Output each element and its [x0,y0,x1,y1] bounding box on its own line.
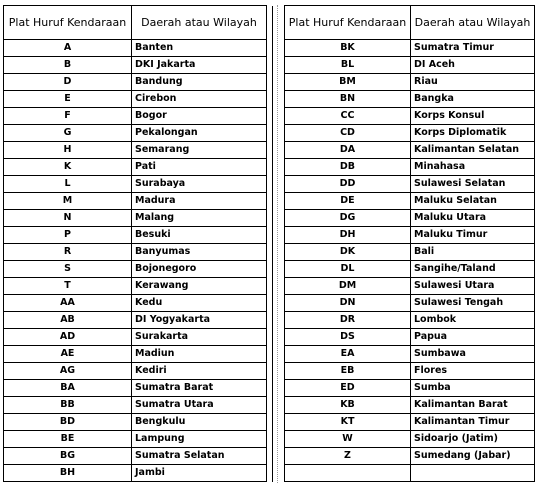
plate-code-cell: BN [285,91,411,108]
table-row [4,210,273,227]
plate-code-cell: AE [4,346,132,363]
gap-cell [267,261,273,278]
table-row [285,176,535,193]
gap-cell [267,346,273,363]
plate-code-cell: DL [285,261,411,278]
gap-cell [267,295,273,312]
region-cell: Cirebon [132,91,267,108]
region-cell: DI Yogyakarta [132,312,267,329]
plate-code-cell: K [4,159,132,176]
region-cell: Sumba [411,380,535,397]
region-cell: Pati [132,159,267,176]
plate-code-cell: H [4,142,132,159]
table-row [4,431,273,448]
table-row [4,329,273,346]
plate-table-left [3,5,273,482]
plate-code-cell: AA [4,295,132,312]
plate-code-cell: N [4,210,132,227]
plate-code-cell [285,465,411,482]
plate-code-cell: EA [285,346,411,363]
plate-code-cell: BA [4,380,132,397]
table-row [285,278,535,295]
region-cell: Sulawesi Tengah [411,295,535,312]
gap-cell [267,210,273,227]
plate-code-cell: L [4,176,132,193]
table-row [4,346,273,363]
plate-code-cell: G [4,125,132,142]
gap-cell [267,244,273,261]
table-row [4,74,273,91]
gap-cell [267,397,273,414]
plate-code-cell: DH [285,227,411,244]
table-row [4,142,273,159]
plate-code-cell: W [285,431,411,448]
gap-column [267,6,273,40]
gap-cell [267,176,273,193]
plate-code-cell: DR [285,312,411,329]
gap-cell [267,142,273,159]
plate-code-cell: T [4,278,132,295]
region-cell: Lampung [132,431,267,448]
table-row [4,125,273,142]
table-row [4,57,273,74]
gap-cell [267,448,273,465]
gap-cell [267,193,273,210]
plate-code-cell: DM [285,278,411,295]
table-row [4,465,273,482]
plate-code-cell: BE [4,431,132,448]
gap-cell [267,363,273,380]
region-column-header: Daerah atau Wilayah [411,6,535,40]
region-cell: Surakarta [132,329,267,346]
plate-column-header: Plat Huruf Kendaraan [4,6,132,40]
region-column-header: Daerah atau Wilayah [132,6,267,40]
plate-code-cell: F [4,108,132,125]
table-row [285,261,535,278]
plate-code-cell: Z [285,448,411,465]
plate-code-cell: DS [285,329,411,346]
region-cell: Bogor [132,108,267,125]
region-cell: Banyumas [132,244,267,261]
region-cell: Bali [411,244,535,261]
region-cell: Sidoarjo (Jatim) [411,431,535,448]
plate-code-cell: DG [285,210,411,227]
gap-cell [267,278,273,295]
table-row [4,227,273,244]
plate-code-cell: DN [285,295,411,312]
gap-cell [267,465,273,482]
region-cell: Sumatra Barat [132,380,267,397]
header-row [4,6,273,40]
table-row [4,448,273,465]
region-cell: Korps Diplomatik [411,125,535,142]
region-cell: Sulawesi Selatan [411,176,535,193]
region-cell: Jambi [132,465,267,482]
table-row [4,414,273,431]
table-row [285,125,535,142]
region-cell: Sumatra Timur [411,40,535,57]
column-divider [277,5,278,483]
region-cell: Surabaya [132,176,267,193]
plate-code-cell: EB [285,363,411,380]
region-cell: Kediri [132,363,267,380]
plate-code-cell: B [4,57,132,74]
gap-cell [267,329,273,346]
header-row [285,6,535,40]
table-row [4,261,273,278]
plate-code-cell: CD [285,125,411,142]
region-cell: Bengkulu [132,414,267,431]
gap-cell [267,414,273,431]
region-cell: Maluku Selatan [411,193,535,210]
region-cell: Madiun [132,346,267,363]
region-cell: Sangihe/Taland [411,261,535,278]
table-row [285,91,535,108]
table-row [4,380,273,397]
table-row [285,465,535,482]
table-row [285,159,535,176]
table-row [285,397,535,414]
region-cell: Banten [132,40,267,57]
region-cell: Besuki [132,227,267,244]
region-cell: Riau [411,74,535,91]
table-row [4,397,273,414]
table-row [4,159,273,176]
table-row [285,244,535,261]
gap-cell [267,312,273,329]
plate-code-cell: S [4,261,132,278]
region-cell: Sumatra Selatan [132,448,267,465]
region-cell: Maluku Utara [411,210,535,227]
table-row [4,295,273,312]
region-cell: Papua [411,329,535,346]
plate-column-header: Plat Huruf Kendaraan [285,6,411,40]
region-cell: Pekalongan [132,125,267,142]
plate-code-cell: M [4,193,132,210]
table-row [285,414,535,431]
plate-code-cell: E [4,91,132,108]
table-row [4,40,273,57]
plate-code-cell: D [4,74,132,91]
region-cell: Korps Konsul [411,108,535,125]
plate-code-cell: BH [4,465,132,482]
table-row [4,108,273,125]
region-cell: Kerawang [132,278,267,295]
gap-cell [267,380,273,397]
plate-code-cell: P [4,227,132,244]
plate-code-cell: AD [4,329,132,346]
region-cell: Malang [132,210,267,227]
plate-code-cell: DK [285,244,411,261]
table-row [4,193,273,210]
table-row [285,142,535,159]
table-row [4,176,273,193]
region-cell: Bangka [411,91,535,108]
table-row [285,346,535,363]
plate-code-cell: A [4,40,132,57]
region-cell: Kedu [132,295,267,312]
table-row [285,363,535,380]
plate-code-cell: DB [285,159,411,176]
region-cell: Semarang [132,142,267,159]
plate-code-cell: BB [4,397,132,414]
region-cell: Sulawesi Utara [411,278,535,295]
plate-code-cell: BL [285,57,411,74]
region-cell: DI Aceh [411,57,535,74]
plate-code-cell: AB [4,312,132,329]
plate-table-right [284,5,535,482]
table-row [285,448,535,465]
table-row [4,363,273,380]
region-cell: Kalimantan Timur [411,414,535,431]
plate-code-cell: ED [285,380,411,397]
region-cell: Bandung [132,74,267,91]
table-row [285,380,535,397]
plate-code-cell: DA [285,142,411,159]
gap-cell [267,159,273,176]
region-cell: Flores [411,363,535,380]
table-row [285,312,535,329]
table-row [4,278,273,295]
region-cell: Bojonegoro [132,261,267,278]
table-row [285,227,535,244]
table-row [285,57,535,74]
plate-code-cell: KT [285,414,411,431]
table-row [4,244,273,261]
gap-cell [267,227,273,244]
region-cell [411,465,535,482]
table-row [285,108,535,125]
table-row [285,431,535,448]
plate-code-cell: R [4,244,132,261]
plate-code-cell: BM [285,74,411,91]
region-cell: DKI Jakarta [132,57,267,74]
plate-code-cell: BK [285,40,411,57]
region-cell: Madura [132,193,267,210]
region-cell: Sumedang (Jabar) [411,448,535,465]
region-cell: Sumbawa [411,346,535,363]
gap-cell [267,91,273,108]
plate-code-cell: DE [285,193,411,210]
table-row [4,312,273,329]
gap-cell [267,108,273,125]
gap-cell [267,431,273,448]
table-row [285,329,535,346]
table-row [285,210,535,227]
table-row [4,91,273,108]
gap-cell [267,125,273,142]
table-row [285,295,535,312]
plate-code-cell: CC [285,108,411,125]
region-cell: Lombok [411,312,535,329]
region-cell: Maluku Timur [411,227,535,244]
plate-code-cell: BD [4,414,132,431]
gap-cell [267,74,273,91]
plate-code-cell: DD [285,176,411,193]
gap-cell [267,40,273,57]
table-row [285,40,535,57]
plate-code-cell: KB [285,397,411,414]
region-cell: Kalimantan Barat [411,397,535,414]
plate-code-cell: BG [4,448,132,465]
table-row [285,193,535,210]
table-row [285,74,535,91]
region-cell: Kalimantan Selatan [411,142,535,159]
region-cell: Sumatra Utara [132,397,267,414]
gap-cell [267,57,273,74]
region-cell: Minahasa [411,159,535,176]
plate-code-cell: AG [4,363,132,380]
